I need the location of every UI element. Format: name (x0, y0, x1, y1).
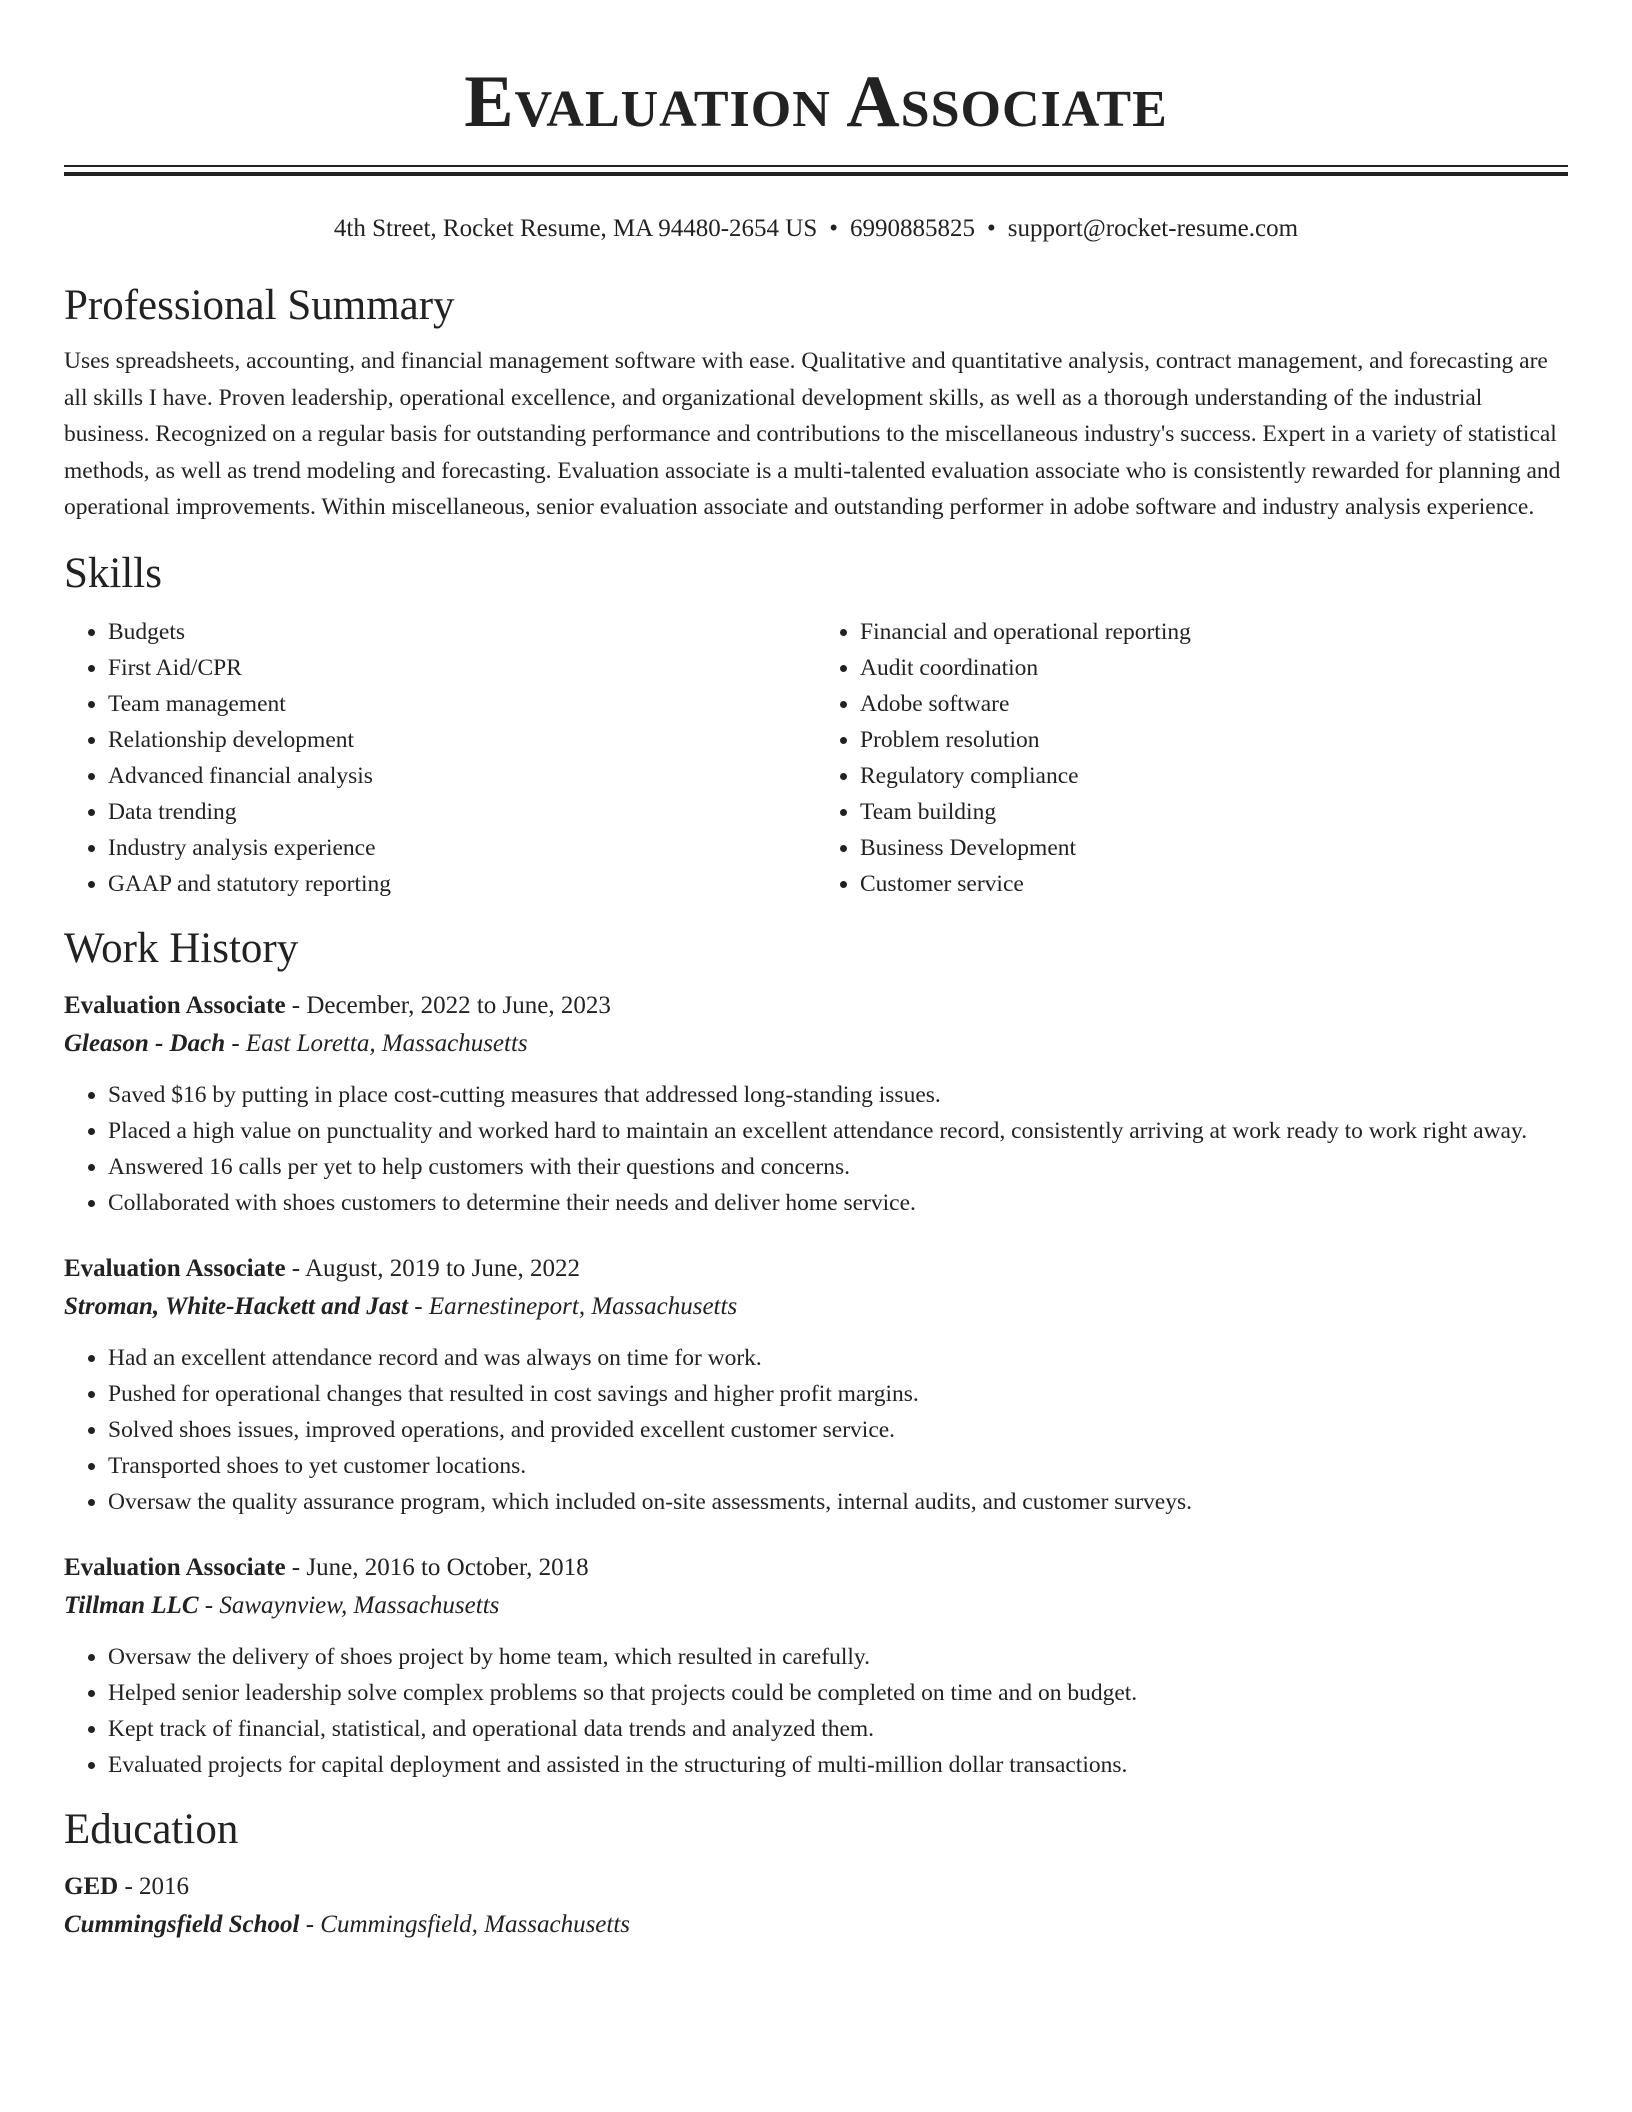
job-bullet: • Collaborated with shoes customers to determine their needs and deliver home service. (108, 1185, 1568, 1221)
job-bullet: • Solved shoes issues, improved operations, and provided excellent customer service. (108, 1412, 1568, 1448)
job-dates: - June, 2016 to October, 2018 (285, 1553, 589, 1581)
skill-item: • Financial and operational reporting (860, 614, 1568, 650)
job-entry (64, 1251, 1568, 1520)
job-bullet: • Transported shoes to yet customer locations. (108, 1448, 1568, 1484)
skill-item: • Team management (108, 686, 816, 722)
divider-thin-line (64, 165, 1568, 167)
skill-item: • Budgets (108, 614, 816, 650)
work-history-heading: Work History (64, 924, 299, 972)
job-title: Evaluation Associate (64, 1553, 286, 1581)
bullet-separator: • (987, 215, 996, 242)
skill-item: • Relationship development (108, 722, 816, 758)
job-title: Evaluation Associate (64, 991, 286, 1019)
education-degree-line (64, 1869, 1568, 1905)
job-title-line (64, 1251, 1568, 1287)
bullet-separator: • (829, 215, 838, 242)
job-company-line (64, 1287, 1568, 1327)
contact-phone: 6990885825 (850, 215, 975, 242)
job-dates: - August, 2019 to June, 2022 (285, 1254, 580, 1282)
skill-item: • First Aid/CPR (108, 650, 816, 686)
education-school-line (64, 1905, 1568, 1945)
job-bullet: • Evaluated projects for capital deployment and assisted in the structuring of multi-million dollar transactions. (108, 1747, 1568, 1783)
divider-thick-line (64, 172, 1568, 176)
job-bullets (64, 1077, 1568, 1221)
education-year: - 2016 (118, 1872, 190, 1900)
job-location: - Earnestineport, Massachusetts (408, 1292, 738, 1320)
job-company: Stroman, White-Hackett and Jast (64, 1292, 409, 1320)
job-bullet: • Kept track of financial, statistical, and operational data trends and analyzed them. (108, 1711, 1568, 1747)
skill-item: • Business Development (860, 830, 1568, 866)
skill-item: • Advanced financial analysis (108, 758, 816, 794)
job-entry (64, 988, 1568, 1221)
contact-line (64, 213, 1568, 245)
job-bullet: • Had an excellent attendance record and was always on time for work. (108, 1340, 1568, 1376)
education-heading: Education (64, 1805, 239, 1853)
job-bullet: • Helped senior leadership solve complex problems so that projects could be completed on time and on budget. (108, 1675, 1568, 1711)
job-dates: - December, 2022 to June, 2023 (285, 991, 611, 1019)
job-company-line (64, 1024, 1568, 1064)
job-bullet: • Saved $16 by putting in place cost-cutting measures that addressed long-standing issues. (108, 1077, 1568, 1113)
skill-item: • Regulatory compliance (860, 758, 1568, 794)
job-company: Gleason - Dach (64, 1029, 226, 1057)
skills-heading: Skills (64, 549, 162, 597)
summary-heading: Professional Summary (64, 282, 455, 329)
resume-title: Evaluation Associate (464, 61, 1168, 143)
skills-left-column (64, 614, 816, 902)
skill-item: • Industry analysis experience (108, 830, 816, 866)
job-title-line (64, 988, 1568, 1024)
skill-item: • Team building (860, 794, 1568, 830)
job-company: Tillman LLC (64, 1591, 199, 1619)
skill-item: • Audit coordination (860, 650, 1568, 686)
skill-item: • Customer service (860, 866, 1568, 902)
job-company-line (64, 1586, 1568, 1626)
skill-item: • Problem resolution (860, 722, 1568, 758)
job-bullet: • Pushed for operational changes that resulted in cost savings and higher profit margins. (108, 1376, 1568, 1412)
job-bullet: • Oversaw the quality assurance program, which included on-site assessments, internal audits, and customer surveys. (108, 1484, 1568, 1520)
summary-text: Uses spreadsheets, accounting, and financial management software with ease. Qualitative and quantitative analysis, contract management, and forecasting are all skills I have. Proven leadership, operational excellence, and organizational development skills, as well as a thorough understanding of the industrial business. Recognized on a regular basis for outstanding performance and contributions to the miscellaneous industry's success. Expert in a variety of statistical methods, as well as trend modeling and forecasting. Evaluation associate is a multi-talented evaluation associate who is consistently rewarded for planning and operational improvements. Within miscellaneous, senior evaluation associate and outstanding performer in adobe software and industry analysis experience. (64, 348, 1561, 520)
job-bullet: • Placed a high value on punctuality and worked hard to maintain an excellent attendance record, consistently arriving at work ready to work right away. (108, 1113, 1568, 1149)
contact-address: 4th Street, Rocket Resume, MA 94480-2654 US (333, 215, 818, 242)
contact-email: support@rocket-resume.com (1007, 215, 1299, 242)
title-divider (64, 165, 1568, 177)
education-degree: GED (64, 1872, 119, 1900)
skills-grid (64, 614, 1568, 902)
skill-item: • GAAP and statutory reporting (108, 866, 816, 902)
education-entry (64, 1869, 1568, 1945)
job-bullet: • Answered 16 calls per yet to help customers with their questions and concerns. (108, 1149, 1568, 1185)
job-bullet: • Oversaw the delivery of shoes project by home team, which resulted in carefully. (108, 1639, 1568, 1675)
education-location: - Cummingsfield, Massachusetts (299, 1910, 631, 1938)
job-location: - East Loretta, Massachusetts (225, 1029, 528, 1057)
skill-item: • Adobe software (860, 686, 1568, 722)
job-location: - Sawaynview, Massachusetts (198, 1591, 500, 1619)
job-bullets (64, 1340, 1568, 1520)
skill-item: • Data trending (108, 794, 816, 830)
job-entry (64, 1550, 1568, 1783)
education-school: Cummingsfield School (64, 1910, 300, 1938)
skills-right-column (816, 614, 1568, 902)
job-title-line (64, 1550, 1568, 1586)
job-title: Evaluation Associate (64, 1254, 286, 1282)
job-bullets (64, 1639, 1568, 1783)
